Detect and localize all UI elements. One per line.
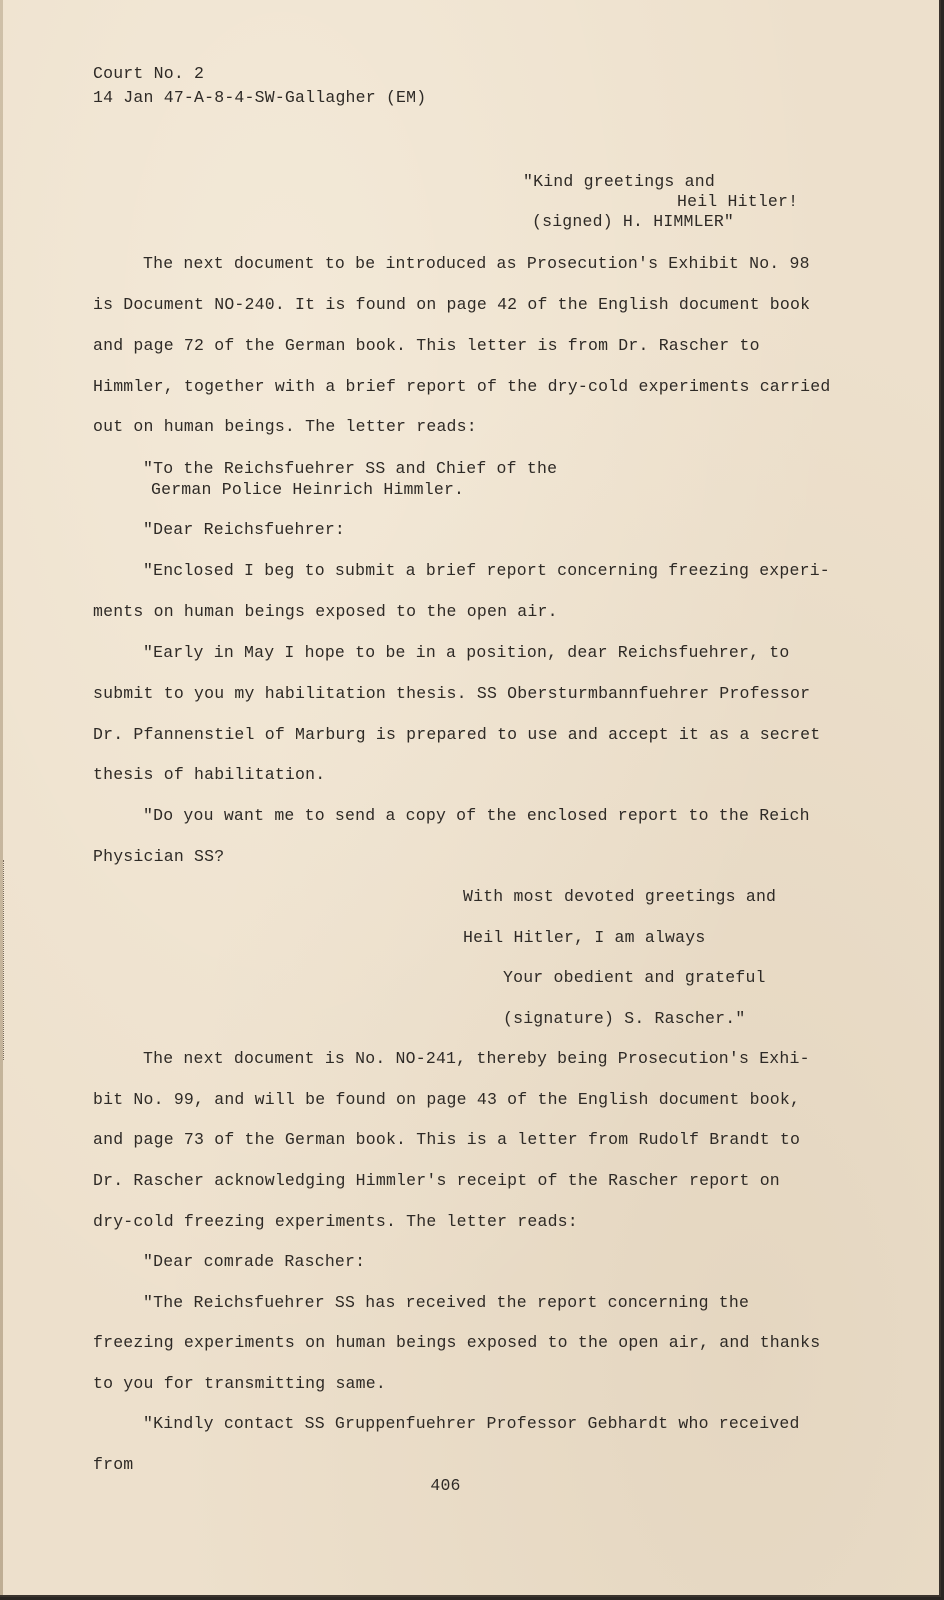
letter-line: "Kindly contact SS Gruppenfuehrer Professor Gebhardt who received (143, 1414, 800, 1433)
torn-edge (3, 860, 14, 1060)
letter-line: "Do you want me to send a copy of the enclosed report to the Reich (143, 806, 810, 825)
closing-signature: (signature) S. Rascher." (503, 1009, 746, 1028)
closing-line: With most devoted greetings and (463, 887, 777, 906)
address-line: German Police Heinrich Himmler. (151, 480, 465, 499)
body-line: Dr. Rascher acknowledging Himmler's receipt of the Rascher report on (93, 1171, 780, 1190)
closing-line: Heil Hitler, I am always (463, 928, 706, 947)
body-line: out on human beings. The letter reads: (93, 417, 477, 436)
closing-line: Heil Hitler! (677, 192, 799, 211)
letter-line: submit to you my habilitation thesis. SS Obersturmbannfuehrer Professor (93, 684, 811, 703)
letter-line: "Enclosed I beg to submit a brief report concerning freezing experi- (143, 561, 830, 580)
body-line: and page 73 of the German book. This is a letter from Rudolf Brandt to (93, 1130, 801, 1149)
salutation: "Dear comrade Rascher: (143, 1252, 366, 1271)
letter-line: thesis of habilitation. (93, 765, 326, 784)
letter-line: Physician SS? (93, 847, 225, 866)
closing-signature: (signed) H. HIMMLER" (532, 212, 735, 231)
salutation: "Dear Reichsfuehrer: (143, 520, 346, 539)
body-line: is Document NO-240. It is found on page 42 of the English document book (93, 295, 811, 314)
page-number: 406 (430, 1476, 461, 1495)
body-line: dry-cold freezing experiments. The letter reads: (93, 1212, 578, 1231)
letter-line: "The Reichsfuehrer SS has received the report concerning the (143, 1293, 750, 1312)
letter-line: ments on human beings exposed to the open air. (93, 602, 558, 621)
letter-line: Dr. Pfannenstiel of Marburg is prepared to use and accept it as a secret (93, 725, 821, 744)
letter-line: to you for transmitting same. (93, 1374, 386, 1393)
body-line: Himmler, together with a brief report of the dry-cold experiments carried (93, 377, 831, 396)
address-line: "To the Reichsfuehrer SS and Chief of the (143, 459, 558, 478)
letter-line: freezing experiments on human beings exposed to the open air, and thanks (93, 1333, 821, 1352)
letter-line: from (93, 1455, 134, 1474)
letter-line: "Early in May I hope to be in a position, dear Reichsfuehrer, to (143, 643, 790, 662)
body-line: The next document to be introduced as Prosecution's Exhibit No. 98 (143, 254, 810, 273)
closing-line: Your obedient and grateful (503, 968, 766, 987)
closing-line: "Kind greetings and (523, 172, 715, 191)
body-line: bit No. 99, and will be found on page 43 of the English document book, (93, 1090, 801, 1109)
body-line: The next document is No. NO-241, thereby being Prosecution's Exhi- (143, 1049, 810, 1068)
body-line: and page 72 of the German book. This letter is from Dr. Rascher to (93, 336, 760, 355)
reference-line: 14 Jan 47-A-8-4-SW-Gallagher (EM) (93, 88, 427, 107)
court-number: Court No. 2 (93, 64, 205, 83)
page-edge (0, 0, 3, 1595)
